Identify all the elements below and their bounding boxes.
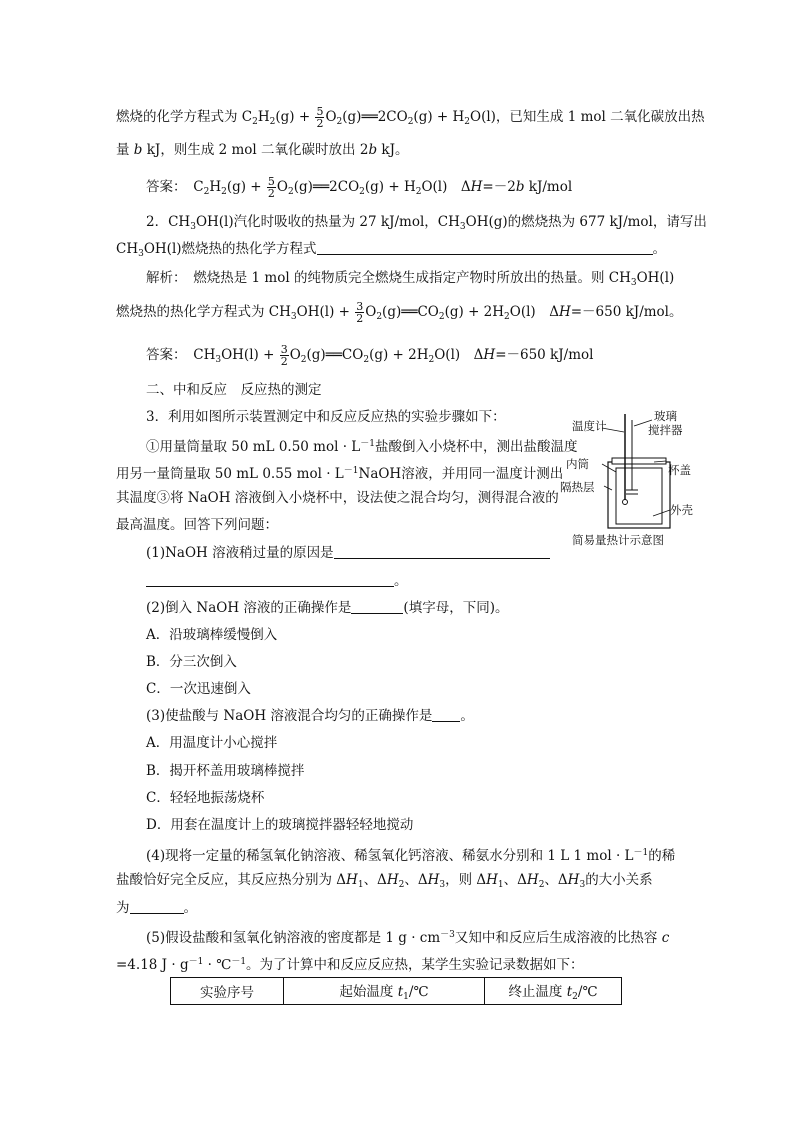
answer-blank[interactable] — [351, 599, 403, 614]
header-end-temp: 终止温度 $t_2/℃$ — [485, 978, 622, 1005]
sub-question-1: (1)NaOH 溶液稍过量的原因是 — [146, 543, 550, 563]
label-outer: 外壳 — [670, 503, 693, 517]
analysis-line2: 燃烧热的热化学方程式为 $CH_3OH(l)$ + $\frac{3}{2}$ $O_2(g)══CO_2(g) + 2H_2O(l)$ ΔH=－650 kJ/mol。 — [116, 300, 683, 325]
record-table — [170, 977, 622, 1005]
line-heat-b: 量 b kJ，则生成 2 mol 二氧化碳时放出 2b kJ。 — [116, 142, 409, 158]
q3-step2: 用另一量筒量取 50 mL 0.55 mol · $L^{-1}NaOH$溶液，并用同一温度计测出 — [116, 466, 564, 482]
q3-intro: 3．利用如图所示装置测定中和反应反应热的实验步骤如下： — [146, 409, 506, 425]
label-insulation: 隔热层 — [560, 480, 595, 494]
sub-question-5-line2: =4.18 $J \cdot g^{-1}$ · ℃$^{-1}$。为了计算中和反应反应热，某学生实验记录数据如下： — [116, 957, 584, 973]
option-3a: A．用温度计小心搅拌 — [146, 735, 278, 751]
label-inner: 内筒 — [566, 457, 589, 471]
sub-question-1-cont: 。 — [146, 571, 408, 591]
q3-step1: ①用量筒量取 50 mL 0.50 mol · $L^{-1}$盐酸倒入小烧杯中，测出盐酸温度 — [146, 439, 578, 455]
sub-question-2: (2)倒入 NaOH 溶液的正确操作是 (填字母，下同)。 — [146, 600, 509, 616]
sub-question-4-line1: (4)现将一定量的稀氢氧化钠溶液、稀氢氧化钙溶液、稀氨水分别和 1 L 1 mol · $L^{-1}$的稀 — [146, 848, 676, 864]
label-lid: 杯盖 — [668, 463, 691, 477]
answer-blank[interactable] — [146, 572, 394, 587]
fraction: $\frac{5}{2}$ — [316, 105, 324, 130]
q3-step3: 其温度③将 NaOH 溶液倒入小烧杯中，设法使之混合均匀，测得混合液的 — [116, 490, 559, 506]
label-thermometer: 温度计 — [572, 419, 607, 433]
fraction: $\frac{3}{2}$ — [280, 343, 288, 368]
calorimeter-figure — [556, 406, 716, 556]
option-2b: B．分三次倒入 — [146, 654, 237, 670]
q2-line2: $CH_3OH(l)$燃烧热的热化学方程式 。 — [116, 241, 667, 259]
sub-question-4-line2: 盐酸恰好完全反应，其反应热分别为 $\Delta H_1$、$\Delta H_2$、$\Delta H_3$，则 $\Delta H_1$、$\Delta H_2$、$\Delta H_3$的大小关系 — [116, 872, 653, 890]
fraction: $\frac{5}{2}$ — [267, 175, 275, 200]
option-2c: C．一次迅速倒入 — [146, 681, 251, 697]
answer-blank[interactable] — [334, 544, 550, 559]
label-glass-2: 搅拌器 — [648, 423, 683, 437]
q2-line1: 2．$CH_3OH(l)$汽化时吸收的热量为 27 kJ/mol，$CH_3OH(g)$的燃烧热为 677 kJ/mol，请写出 — [146, 214, 707, 232]
table-header-row — [171, 978, 622, 1005]
option-3b: B．揭开杯盖用玻璃棒搅拌 — [146, 763, 305, 779]
analysis-line1: 解析： 燃烧热是 1 mol 的纯物质完全燃烧生成指定产物时所放出的热量。则 $CH_3OH(l)$ — [146, 270, 675, 288]
option-2a: A．沿玻璃棒缓慢倒入 — [146, 627, 278, 643]
answer-blank[interactable] — [432, 707, 460, 722]
option-3d: D．用套在温度计上的玻璃搅拌器轻轻地搅动 — [146, 817, 414, 833]
q3-step4: 最高温度。回答下列问题： — [116, 517, 278, 533]
answer-1: 答案： $C_2H_2(g)$ + $\frac{5}{2}$ $O_2(g)══2CO_2(g) + H_2O(l)$ ΔH=－2b kJ/mol — [146, 175, 573, 200]
sub-question-4-line3: 为 。 — [116, 900, 197, 916]
option-3c: C．轻轻地振荡烧杯 — [146, 790, 265, 806]
line-combustion-equation: 燃烧的化学方程式为 $C_2H_2(g)$ + $\frac{5}{2}$ $O_2(g)══2CO_2(g) + H_2O(l)$，已知生成 1 mol 二氧化碳放出热 — [116, 105, 705, 130]
answer-blank[interactable] — [317, 240, 653, 255]
label-glass-1: 玻璃 — [654, 409, 677, 423]
sub-question-3: (3)使盐酸与 NaOH 溶液混合均匀的正确操作是 。 — [146, 708, 474, 724]
fraction: $\frac{3}{2}$ — [356, 300, 364, 325]
answer-blank[interactable] — [130, 899, 184, 914]
sub-question-5-line1: (5)假设盐酸和氢氧化钠溶液的密度都是 1 $g \cdot cm^{-3}$又知中和反应后生成溶液的比热容 c — [146, 930, 670, 946]
header-trial: 实验序号 — [171, 978, 284, 1005]
header-start-temp: 起始温度 $t_1/℃$ — [284, 978, 485, 1005]
answer-2: 答案： $CH_3OH(l)$ + $\frac{3}{2}$ $O_2(g)══CO_2(g) + 2H_2O(l)$ ΔH=－650 kJ/mol — [146, 343, 594, 368]
section-heading: 二、中和反应 反应热的测定 — [146, 382, 322, 398]
figure-caption: 简易量热计示意图 — [572, 533, 664, 547]
